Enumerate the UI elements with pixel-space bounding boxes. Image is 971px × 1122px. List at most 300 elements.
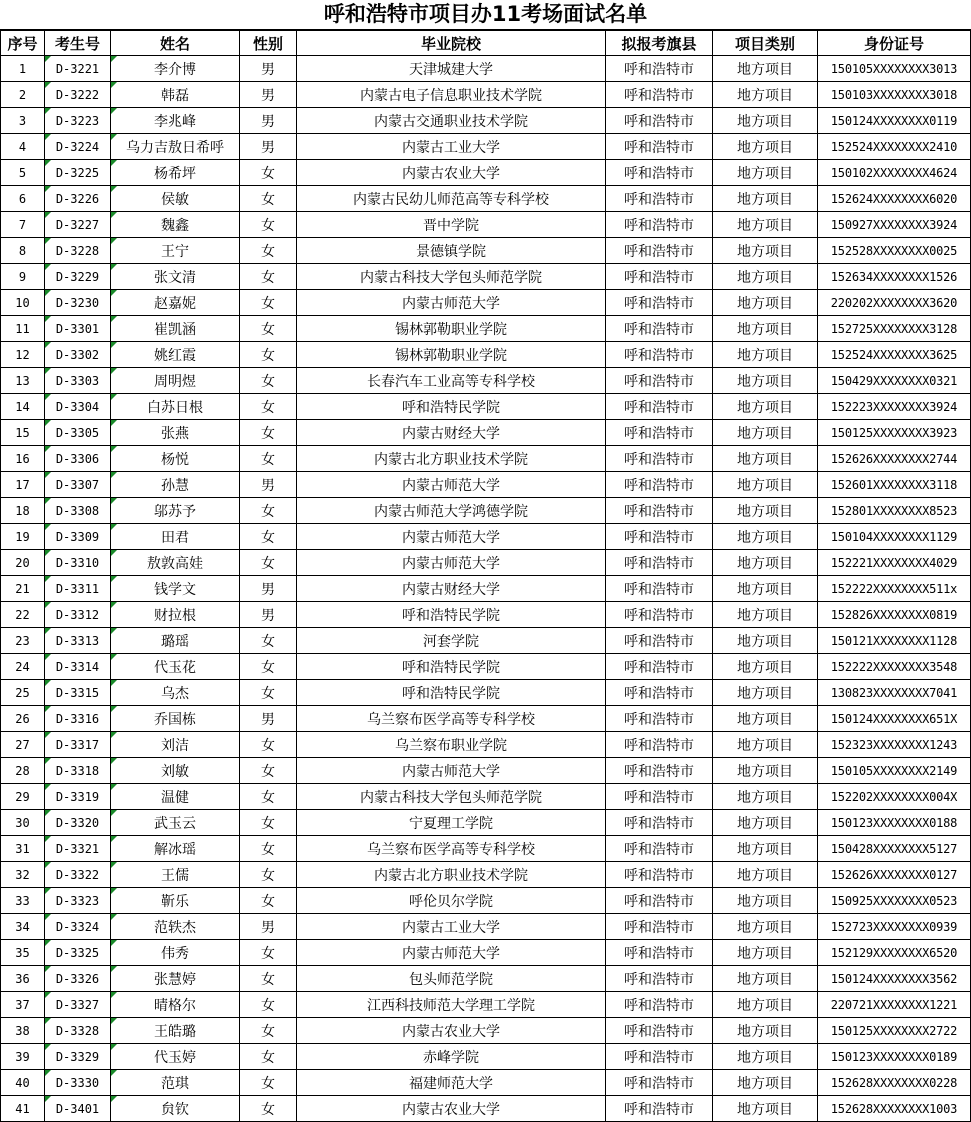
- cell-category: 地方项目: [713, 1044, 818, 1070]
- cell-exam-id: D-3314: [45, 654, 111, 680]
- cell-county: 呼和浩特市: [606, 576, 713, 602]
- cell-county: 呼和浩特市: [606, 1070, 713, 1096]
- cell-school: 内蒙古师范大学: [297, 758, 606, 784]
- table-row: [1, 992, 971, 1018]
- cell-exam-id: D-3230: [45, 290, 111, 316]
- cell-id-number: 152628XXXXXXXX1003: [818, 1096, 971, 1122]
- cell-index: 6: [1, 186, 45, 212]
- cell-county: 呼和浩特市: [606, 628, 713, 654]
- cell-gender: 女: [240, 836, 297, 862]
- cell-name: 代玉花: [111, 654, 240, 680]
- cell-gender: 男: [240, 706, 297, 732]
- cell-index: 3: [1, 108, 45, 134]
- cell-gender: 男: [240, 108, 297, 134]
- cell-county: 呼和浩特市: [606, 56, 713, 82]
- cell-index: 20: [1, 550, 45, 576]
- cell-index: 9: [1, 264, 45, 290]
- cell-school: 呼和浩特民学院: [297, 680, 606, 706]
- cell-exam-id: D-3228: [45, 238, 111, 264]
- cell-index: 21: [1, 576, 45, 602]
- table-row: [1, 966, 971, 992]
- cell-id-number: 150125XXXXXXXX2722: [818, 1018, 971, 1044]
- table-row: [1, 1070, 971, 1096]
- cell-gender: 女: [240, 1044, 297, 1070]
- cell-gender: 男: [240, 472, 297, 498]
- cell-county: 呼和浩特市: [606, 264, 713, 290]
- cell-exam-id: D-3221: [45, 56, 111, 82]
- cell-school: 内蒙古师范大学: [297, 472, 606, 498]
- cell-exam-id: D-3302: [45, 342, 111, 368]
- cell-county: 呼和浩特市: [606, 862, 713, 888]
- cell-index: 27: [1, 732, 45, 758]
- cell-gender: 女: [240, 992, 297, 1018]
- cell-id-number: 152628XXXXXXXX0228: [818, 1070, 971, 1096]
- table-row: [1, 394, 971, 420]
- cell-name: 侯敏: [111, 186, 240, 212]
- cell-id-number: 152801XXXXXXXX8523: [818, 498, 971, 524]
- cell-county: 呼和浩特市: [606, 654, 713, 680]
- cell-exam-id: D-3308: [45, 498, 111, 524]
- cell-name: 张文清: [111, 264, 240, 290]
- cell-name: 白苏日根: [111, 394, 240, 420]
- cell-county: 呼和浩特市: [606, 186, 713, 212]
- cell-id-number: 150927XXXXXXXX3924: [818, 212, 971, 238]
- table-row: [1, 576, 971, 602]
- cell-category: 地方项目: [713, 394, 818, 420]
- cell-category: 地方项目: [713, 342, 818, 368]
- cell-exam-id: D-3304: [45, 394, 111, 420]
- cell-id-number: 150428XXXXXXXX5127: [818, 836, 971, 862]
- cell-gender: 女: [240, 784, 297, 810]
- cell-gender: 女: [240, 264, 297, 290]
- cell-name: 晴格尔: [111, 992, 240, 1018]
- cell-county: 呼和浩特市: [606, 316, 713, 342]
- table-row: [1, 810, 971, 836]
- cell-school: 锡林郭勒职业学院: [297, 316, 606, 342]
- cell-school: 内蒙古农业大学: [297, 1018, 606, 1044]
- cell-category: 地方项目: [713, 602, 818, 628]
- cell-index: 19: [1, 524, 45, 550]
- cell-exam-id: D-3313: [45, 628, 111, 654]
- cell-gender: 女: [240, 394, 297, 420]
- cell-school: 内蒙古师范大学: [297, 940, 606, 966]
- cell-category: 地方项目: [713, 238, 818, 264]
- cell-index: 36: [1, 966, 45, 992]
- cell-school: 内蒙古财经大学: [297, 420, 606, 446]
- cell-gender: 女: [240, 446, 297, 472]
- cell-gender: 女: [240, 1096, 297, 1122]
- cell-gender: 女: [240, 1018, 297, 1044]
- cell-category: 地方项目: [713, 56, 818, 82]
- cell-gender: 女: [240, 862, 297, 888]
- cell-index: 26: [1, 706, 45, 732]
- table-row: [1, 56, 971, 82]
- cell-gender: 女: [240, 628, 297, 654]
- cell-school: 内蒙古北方职业技术学院: [297, 446, 606, 472]
- table-row: [1, 680, 971, 706]
- table-row: [1, 758, 971, 784]
- cell-id-number: 152524XXXXXXXX3625: [818, 342, 971, 368]
- cell-gender: 男: [240, 82, 297, 108]
- cell-category: 地方项目: [713, 914, 818, 940]
- cell-id-number: 150105XXXXXXXX2149: [818, 758, 971, 784]
- cell-school: 内蒙古科技大学包头师范学院: [297, 784, 606, 810]
- cell-county: 呼和浩特市: [606, 784, 713, 810]
- table-row: [1, 914, 971, 940]
- cell-exam-id: D-3328: [45, 1018, 111, 1044]
- table-row: [1, 862, 971, 888]
- cell-id-number: 150102XXXXXXXX4624: [818, 160, 971, 186]
- cell-name: 钱学文: [111, 576, 240, 602]
- cell-index: 15: [1, 420, 45, 446]
- cell-county: 呼和浩特市: [606, 472, 713, 498]
- cell-gender: 女: [240, 238, 297, 264]
- cell-category: 地方项目: [713, 290, 818, 316]
- cell-county: 呼和浩特市: [606, 82, 713, 108]
- cell-index: 2: [1, 82, 45, 108]
- cell-county: 呼和浩特市: [606, 342, 713, 368]
- cell-school: 内蒙古科技大学包头师范学院: [297, 264, 606, 290]
- cell-index: 28: [1, 758, 45, 784]
- cell-county: 呼和浩特市: [606, 602, 713, 628]
- cell-name: 乔国栋: [111, 706, 240, 732]
- cell-school: 乌兰察布医学高等专科学校: [297, 836, 606, 862]
- cell-county: 呼和浩特市: [606, 706, 713, 732]
- cell-county: 呼和浩特市: [606, 1018, 713, 1044]
- table-row: [1, 940, 971, 966]
- table-row: [1, 368, 971, 394]
- cell-category: 地方项目: [713, 264, 818, 290]
- cell-id-number: 152323XXXXXXXX1243: [818, 732, 971, 758]
- cell-county: 呼和浩特市: [606, 966, 713, 992]
- cell-id-number: 150124XXXXXXXX0119: [818, 108, 971, 134]
- cell-index: 22: [1, 602, 45, 628]
- cell-gender: 女: [240, 498, 297, 524]
- table-row: [1, 1044, 971, 1070]
- table-row: [1, 524, 971, 550]
- cell-school: 内蒙古师范大学: [297, 550, 606, 576]
- cell-exam-id: D-3316: [45, 706, 111, 732]
- cell-index: 31: [1, 836, 45, 862]
- table-row: [1, 238, 971, 264]
- cell-school: 内蒙古工业大学: [297, 134, 606, 160]
- table-row: [1, 654, 971, 680]
- cell-gender: 女: [240, 1070, 297, 1096]
- cell-school: 内蒙古师范大学: [297, 524, 606, 550]
- cell-index: 16: [1, 446, 45, 472]
- cell-gender: 女: [240, 550, 297, 576]
- page-title: 呼和浩特市项目办11考场面试名单: [0, 0, 971, 30]
- col-header-school: 毕业院校: [297, 31, 606, 56]
- cell-id-number: 152528XXXXXXXX0025: [818, 238, 971, 264]
- table-row: [1, 550, 971, 576]
- cell-category: 地方项目: [713, 420, 818, 446]
- cell-category: 地方项目: [713, 940, 818, 966]
- cell-county: 呼和浩特市: [606, 1044, 713, 1070]
- cell-school: 内蒙古农业大学: [297, 160, 606, 186]
- cell-exam-id: D-3222: [45, 82, 111, 108]
- table-row: [1, 212, 971, 238]
- cell-id-number: 152626XXXXXXXX2744: [818, 446, 971, 472]
- cell-id-number: 150104XXXXXXXX1129: [818, 524, 971, 550]
- table-row: [1, 420, 971, 446]
- cell-name: 敖敦高娃: [111, 550, 240, 576]
- cell-gender: 女: [240, 290, 297, 316]
- cell-school: 乌兰察布医学高等专科学校: [297, 706, 606, 732]
- cell-index: 7: [1, 212, 45, 238]
- cell-category: 地方项目: [713, 992, 818, 1018]
- cell-exam-id: D-3321: [45, 836, 111, 862]
- cell-index: 29: [1, 784, 45, 810]
- cell-category: 地方项目: [713, 680, 818, 706]
- cell-county: 呼和浩特市: [606, 550, 713, 576]
- cell-id-number: 152624XXXXXXXX6020: [818, 186, 971, 212]
- table-header: [1, 31, 971, 56]
- cell-category: 地方项目: [713, 576, 818, 602]
- cell-name: 李介博: [111, 56, 240, 82]
- table-row: [1, 160, 971, 186]
- cell-category: 地方项目: [713, 316, 818, 342]
- cell-name: 崔凯涵: [111, 316, 240, 342]
- table-row: [1, 628, 971, 654]
- cell-school: 江西科技师范大学理工学院: [297, 992, 606, 1018]
- cell-category: 地方项目: [713, 212, 818, 238]
- table-row: [1, 82, 971, 108]
- cell-county: 呼和浩特市: [606, 212, 713, 238]
- cell-exam-id: D-3330: [45, 1070, 111, 1096]
- cell-name: 璐瑶: [111, 628, 240, 654]
- table-row: [1, 186, 971, 212]
- cell-county: 呼和浩特市: [606, 732, 713, 758]
- cell-index: 11: [1, 316, 45, 342]
- cell-school: 内蒙古电子信息职业技术学院: [297, 82, 606, 108]
- cell-category: 地方项目: [713, 1096, 818, 1122]
- cell-exam-id: D-3323: [45, 888, 111, 914]
- cell-name: 杨悦: [111, 446, 240, 472]
- table-row: [1, 446, 971, 472]
- cell-name: 张慧婷: [111, 966, 240, 992]
- cell-gender: 女: [240, 732, 297, 758]
- cell-index: 23: [1, 628, 45, 654]
- table-row: [1, 264, 971, 290]
- cell-index: 38: [1, 1018, 45, 1044]
- col-header-category: 项目类别: [713, 31, 818, 56]
- cell-school: 乌兰察布职业学院: [297, 732, 606, 758]
- cell-school: 内蒙古民幼儿师范高等专科学校: [297, 186, 606, 212]
- table-row: [1, 888, 971, 914]
- cell-school: 福建师范大学: [297, 1070, 606, 1096]
- table-row: [1, 498, 971, 524]
- cell-school: 内蒙古师范大学: [297, 290, 606, 316]
- cell-name: 田君: [111, 524, 240, 550]
- cell-county: 呼和浩特市: [606, 108, 713, 134]
- cell-county: 呼和浩特市: [606, 524, 713, 550]
- cell-gender: 女: [240, 940, 297, 966]
- cell-county: 呼和浩特市: [606, 446, 713, 472]
- cell-index: 33: [1, 888, 45, 914]
- cell-gender: 女: [240, 342, 297, 368]
- cell-gender: 男: [240, 56, 297, 82]
- cell-exam-id: D-3301: [45, 316, 111, 342]
- cell-school: 长春汽车工业高等专科学校: [297, 368, 606, 394]
- cell-exam-id: D-3309: [45, 524, 111, 550]
- cell-index: 13: [1, 368, 45, 394]
- cell-name: 赵嘉妮: [111, 290, 240, 316]
- cell-county: 呼和浩特市: [606, 680, 713, 706]
- cell-exam-id: D-3318: [45, 758, 111, 784]
- cell-gender: 女: [240, 316, 297, 342]
- cell-category: 地方项目: [713, 82, 818, 108]
- cell-name: 乌力吉敖日希呼: [111, 134, 240, 160]
- cell-category: 地方项目: [713, 784, 818, 810]
- cell-name: 贠钦: [111, 1096, 240, 1122]
- cell-name: 解冰瑶: [111, 836, 240, 862]
- cell-index: 18: [1, 498, 45, 524]
- cell-index: 39: [1, 1044, 45, 1070]
- table-row: [1, 784, 971, 810]
- cell-id-number: 150925XXXXXXXX0523: [818, 888, 971, 914]
- cell-exam-id: D-3310: [45, 550, 111, 576]
- cell-gender: 女: [240, 420, 297, 446]
- cell-name: 李兆峰: [111, 108, 240, 134]
- cell-category: 地方项目: [713, 134, 818, 160]
- cell-county: 呼和浩特市: [606, 1096, 713, 1122]
- cell-exam-id: D-3324: [45, 914, 111, 940]
- cell-category: 地方项目: [713, 1018, 818, 1044]
- table-row: [1, 732, 971, 758]
- table-row: [1, 602, 971, 628]
- table-row: [1, 290, 971, 316]
- cell-id-number: 152222XXXXXXXX511x: [818, 576, 971, 602]
- cell-category: 地方项目: [713, 836, 818, 862]
- cell-exam-id: D-3307: [45, 472, 111, 498]
- cell-name: 王儒: [111, 862, 240, 888]
- cell-county: 呼和浩特市: [606, 498, 713, 524]
- col-header-exam-id: 考生号: [45, 31, 111, 56]
- cell-index: 34: [1, 914, 45, 940]
- cell-school: 内蒙古师范大学鸿德学院: [297, 498, 606, 524]
- cell-exam-id: D-3311: [45, 576, 111, 602]
- cell-exam-id: D-3327: [45, 992, 111, 1018]
- cell-id-number: 150103XXXXXXXX3018: [818, 82, 971, 108]
- cell-exam-id: D-3320: [45, 810, 111, 836]
- cell-exam-id: D-3325: [45, 940, 111, 966]
- cell-name: 张燕: [111, 420, 240, 446]
- cell-name: 武玉云: [111, 810, 240, 836]
- candidate-table: [0, 30, 971, 1122]
- cell-county: 呼和浩特市: [606, 134, 713, 160]
- table-row: [1, 706, 971, 732]
- cell-id-number: 150123XXXXXXXX0189: [818, 1044, 971, 1070]
- cell-county: 呼和浩特市: [606, 290, 713, 316]
- cell-exam-id: D-3306: [45, 446, 111, 472]
- cell-name: 姚红霞: [111, 342, 240, 368]
- cell-index: 40: [1, 1070, 45, 1096]
- cell-name: 靳乐: [111, 888, 240, 914]
- cell-school: 呼和浩特民学院: [297, 394, 606, 420]
- cell-school: 呼和浩特民学院: [297, 602, 606, 628]
- cell-name: 王皓璐: [111, 1018, 240, 1044]
- cell-gender: 女: [240, 160, 297, 186]
- cell-county: 呼和浩特市: [606, 420, 713, 446]
- cell-name: 伟秀: [111, 940, 240, 966]
- cell-id-number: 150124XXXXXXXX651X: [818, 706, 971, 732]
- cell-index: 17: [1, 472, 45, 498]
- cell-school: 赤峰学院: [297, 1044, 606, 1070]
- cell-id-number: 152826XXXXXXXX0819: [818, 602, 971, 628]
- cell-school: 景德镇学院: [297, 238, 606, 264]
- cell-category: 地方项目: [713, 888, 818, 914]
- cell-county: 呼和浩特市: [606, 836, 713, 862]
- col-header-county: 拟报考旗县: [606, 31, 713, 56]
- cell-school: 宁夏理工学院: [297, 810, 606, 836]
- cell-exam-id: D-3225: [45, 160, 111, 186]
- cell-exam-id: D-3326: [45, 966, 111, 992]
- cell-id-number: 150124XXXXXXXX3562: [818, 966, 971, 992]
- cell-index: 30: [1, 810, 45, 836]
- cell-name: 范琪: [111, 1070, 240, 1096]
- cell-school: 呼和浩特民学院: [297, 654, 606, 680]
- table-row: [1, 342, 971, 368]
- cell-category: 地方项目: [713, 160, 818, 186]
- cell-exam-id: D-3224: [45, 134, 111, 160]
- cell-name: 代玉婷: [111, 1044, 240, 1070]
- cell-gender: 女: [240, 368, 297, 394]
- cell-county: 呼和浩特市: [606, 394, 713, 420]
- cell-index: 4: [1, 134, 45, 160]
- cell-gender: 女: [240, 888, 297, 914]
- cell-gender: 女: [240, 680, 297, 706]
- cell-id-number: 152202XXXXXXXX004X: [818, 784, 971, 810]
- col-header-name: 姓名: [111, 31, 240, 56]
- cell-exam-id: D-3303: [45, 368, 111, 394]
- cell-gender: 女: [240, 186, 297, 212]
- cell-county: 呼和浩特市: [606, 238, 713, 264]
- table-row: [1, 836, 971, 862]
- cell-id-number: 152725XXXXXXXX3128: [818, 316, 971, 342]
- cell-name: 韩磊: [111, 82, 240, 108]
- cell-county: 呼和浩特市: [606, 758, 713, 784]
- cell-id-number: 152129XXXXXXXX6520: [818, 940, 971, 966]
- cell-id-number: 150123XXXXXXXX0188: [818, 810, 971, 836]
- cell-exam-id: D-3317: [45, 732, 111, 758]
- cell-school: 内蒙古财经大学: [297, 576, 606, 602]
- cell-category: 地方项目: [713, 524, 818, 550]
- cell-id-number: 150125XXXXXXXX3923: [818, 420, 971, 446]
- cell-index: 37: [1, 992, 45, 1018]
- cell-id-number: 152222XXXXXXXX3548: [818, 654, 971, 680]
- cell-category: 地方项目: [713, 758, 818, 784]
- cell-index: 8: [1, 238, 45, 264]
- cell-school: 晋中学院: [297, 212, 606, 238]
- cell-county: 呼和浩特市: [606, 888, 713, 914]
- cell-index: 24: [1, 654, 45, 680]
- cell-exam-id: D-3319: [45, 784, 111, 810]
- cell-county: 呼和浩特市: [606, 368, 713, 394]
- cell-index: 5: [1, 160, 45, 186]
- cell-name: 温健: [111, 784, 240, 810]
- cell-category: 地方项目: [713, 1070, 818, 1096]
- cell-school: 包头师范学院: [297, 966, 606, 992]
- cell-gender: 男: [240, 602, 297, 628]
- cell-name: 王宁: [111, 238, 240, 264]
- col-header-id-number: 身份证号: [818, 31, 971, 56]
- cell-school: 内蒙古农业大学: [297, 1096, 606, 1122]
- header-row: [1, 31, 971, 56]
- cell-category: 地方项目: [713, 862, 818, 888]
- cell-school: 河套学院: [297, 628, 606, 654]
- cell-gender: 男: [240, 914, 297, 940]
